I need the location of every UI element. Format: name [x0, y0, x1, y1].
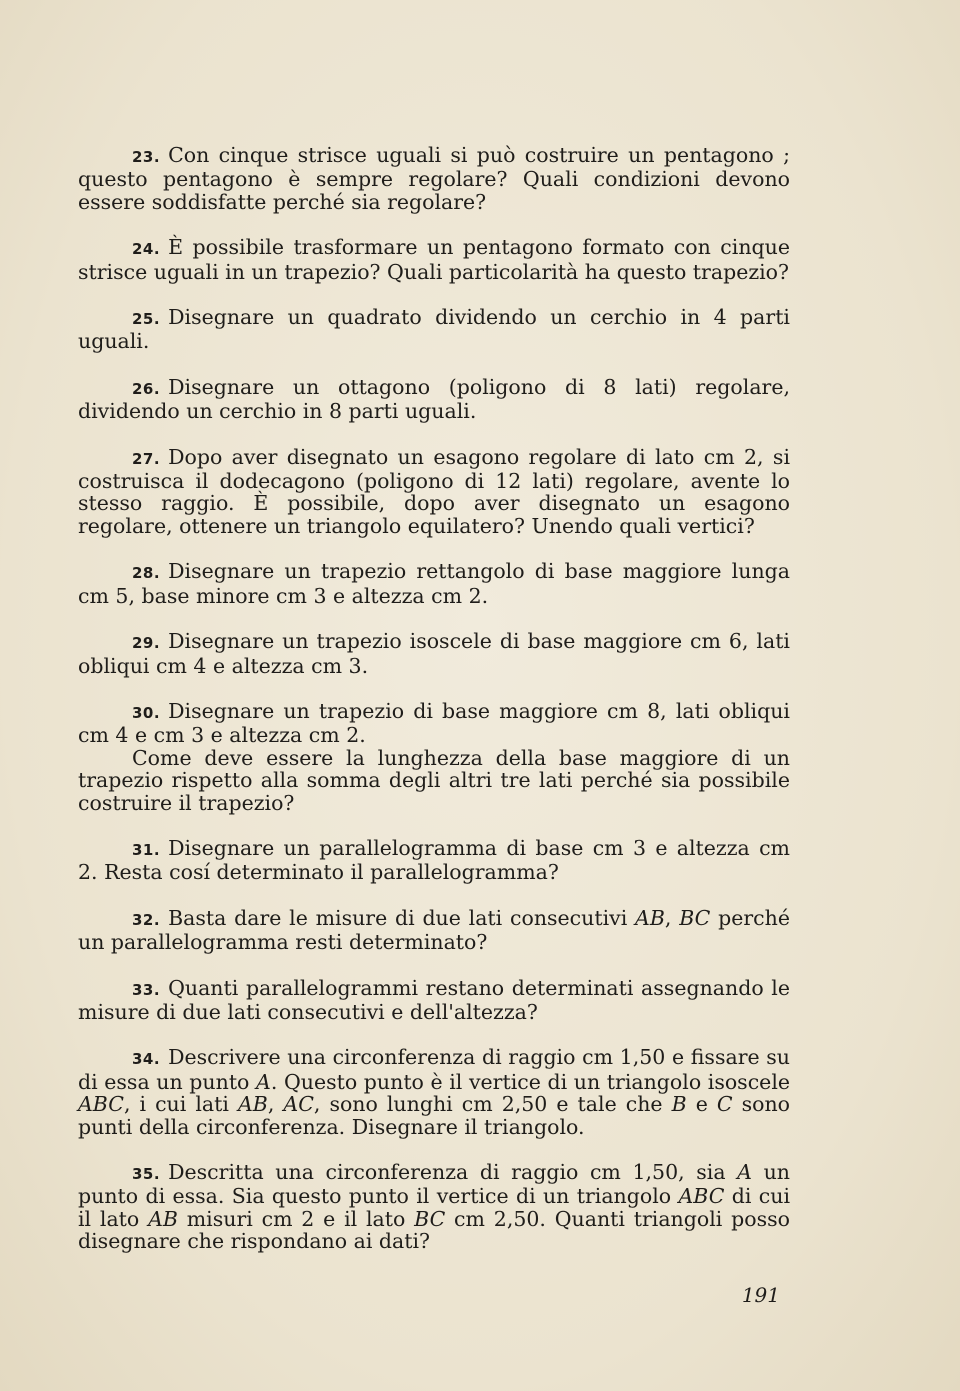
exercise-text: Con cinque strisce uguali si può costruire un pentagono ; questo pentagono è sempre regolare? Quali condizioni devono essere soddisfatte perché sia regolare?	[78, 143, 790, 214]
exercise-number: 35.	[132, 1165, 161, 1183]
segment-label: AB	[148, 1206, 178, 1231]
exercise-number: 30.	[132, 703, 161, 722]
exercise-34	[78, 1046, 790, 1138]
exercise-text: Quanti parallelogrammi restano determinati assegnando le misure di due lati consecutivi e dell'altezza?	[78, 975, 790, 1024]
exercise-25	[78, 306, 790, 353]
exercise-text: misuri cm 2 e il lato	[177, 1206, 415, 1231]
exercise-33	[78, 977, 790, 1024]
exercise-text: , sono lunghi cm 2,50 e tale che	[313, 1092, 672, 1117]
exercise-text: Descritta una circonferenza di raggio cm 1,50, sia	[168, 1160, 738, 1184]
exercise-32	[78, 907, 790, 954]
point-label: C	[716, 1092, 733, 1117]
exercise-text: , i cui lati	[123, 1092, 238, 1117]
exercise-23	[78, 144, 790, 213]
segment-label: AB	[237, 1092, 268, 1117]
exercise-text: di cui il lato	[78, 1184, 790, 1231]
exercise-30	[78, 700, 790, 814]
exercise-text: . Questo punto è il vertice di un triangolo isoscele	[270, 1069, 791, 1094]
exercise-number: 24.	[132, 240, 161, 259]
exercise-text: Dopo aver disegnato un esagono regolare di lato cm 2, si costruisca il dodecagono (poligono di 12 lati) regolare, avente lo stesso raggio. È possibile, dopo aver disegnato un esagono regolare, ottenere un triangolo equilatero? Unendo quali vertici?	[78, 444, 790, 538]
exercise-number: 25.	[132, 310, 161, 329]
exercise-number: 33.	[132, 980, 161, 999]
exercise-text-continued: Come deve essere la lunghezza della base maggiore di un trapezio rispetto alla somma degli altri tre lati perché sia possibile costruire il trapezio?	[78, 745, 790, 815]
exercise-text: Disegnare un trapezio rettangolo di base maggiore lunga cm 5, base minore cm 3 e altezza cm 2.	[78, 559, 790, 608]
exercise-text: Disegnare un ottagono (poligono di 8 lati) regolare, dividendo un cerchio in 8 parti uguali.	[78, 374, 790, 424]
exercise-text: un punto di essa. Sia questo punto il vertice di un triangolo	[78, 1160, 790, 1209]
point-label: A	[737, 1160, 752, 1184]
exercise-35	[78, 1161, 790, 1253]
exercise-27	[78, 446, 790, 538]
exercise-number: 34.	[132, 1050, 161, 1069]
exercise-text: ,	[664, 905, 680, 930]
exercise-text: Disegnare un quadrato dividendo un cerchio in 4 parti uguali.	[78, 305, 790, 354]
exercise-24	[78, 236, 790, 283]
exercise-text: cm 2,50. Quanti triangoli posso disegnare che rispondano ai dati?	[78, 1206, 790, 1254]
exercise-26	[78, 376, 790, 423]
exercise-number: 29.	[132, 634, 161, 653]
exercise-text: sono punti della circonferenza. Disegnare il triangolo.	[78, 1092, 790, 1139]
exercise-number: 28.	[132, 564, 161, 583]
segment-label: BC	[414, 1206, 446, 1231]
exercise-number: 32.	[132, 910, 161, 929]
point-label: A	[256, 1069, 271, 1094]
exercise-text: Disegnare un trapezio di base maggiore cm 8, lati obliqui cm 4 e cm 3 e altezza cm 2.	[78, 698, 790, 748]
triangle-label: ABC	[678, 1184, 725, 1209]
exercise-text: Disegnare un trapezio isoscele di base maggiore cm 6, lati obliqui cm 4 e altezza cm 3.	[78, 629, 790, 678]
exercise-29	[78, 630, 790, 677]
exercise-text: È possibile trasformare un pentagono formato con cinque strisce uguali in un trapezio? Quali particolarità ha questo trapezio?	[78, 235, 790, 284]
exercise-text: e	[686, 1092, 717, 1117]
triangle-label: ABC	[78, 1092, 124, 1117]
segment-label: BC	[679, 905, 711, 930]
exercise-list	[78, 144, 790, 1276]
exercise-number: 27.	[132, 449, 161, 468]
exercise-text: Basta dare le misure di due lati consecutivi	[168, 905, 636, 930]
exercise-text: Disegnare un parallelogramma di base cm 3 e altezza cm 2. Resta cosí determinato il parallelogramma?	[78, 835, 790, 885]
exercise-text: perché un parallelogramma resti determinato?	[78, 905, 790, 955]
exercise-text: ,	[267, 1092, 284, 1117]
exercise-text: Descrivere una circonferenza di raggio cm 1,50 e fissare su di essa un punto	[78, 1045, 790, 1094]
exercise-31	[78, 837, 790, 884]
exercise-number: 31.	[132, 840, 161, 859]
exercise-28	[78, 560, 790, 607]
point-label: B	[671, 1092, 687, 1117]
page-number: 191	[741, 1283, 780, 1307]
exercise-number: 26.	[132, 379, 161, 398]
exercise-number: 23.	[132, 148, 161, 166]
segment-label: AC	[283, 1092, 314, 1117]
segment-label: AB	[635, 905, 665, 930]
